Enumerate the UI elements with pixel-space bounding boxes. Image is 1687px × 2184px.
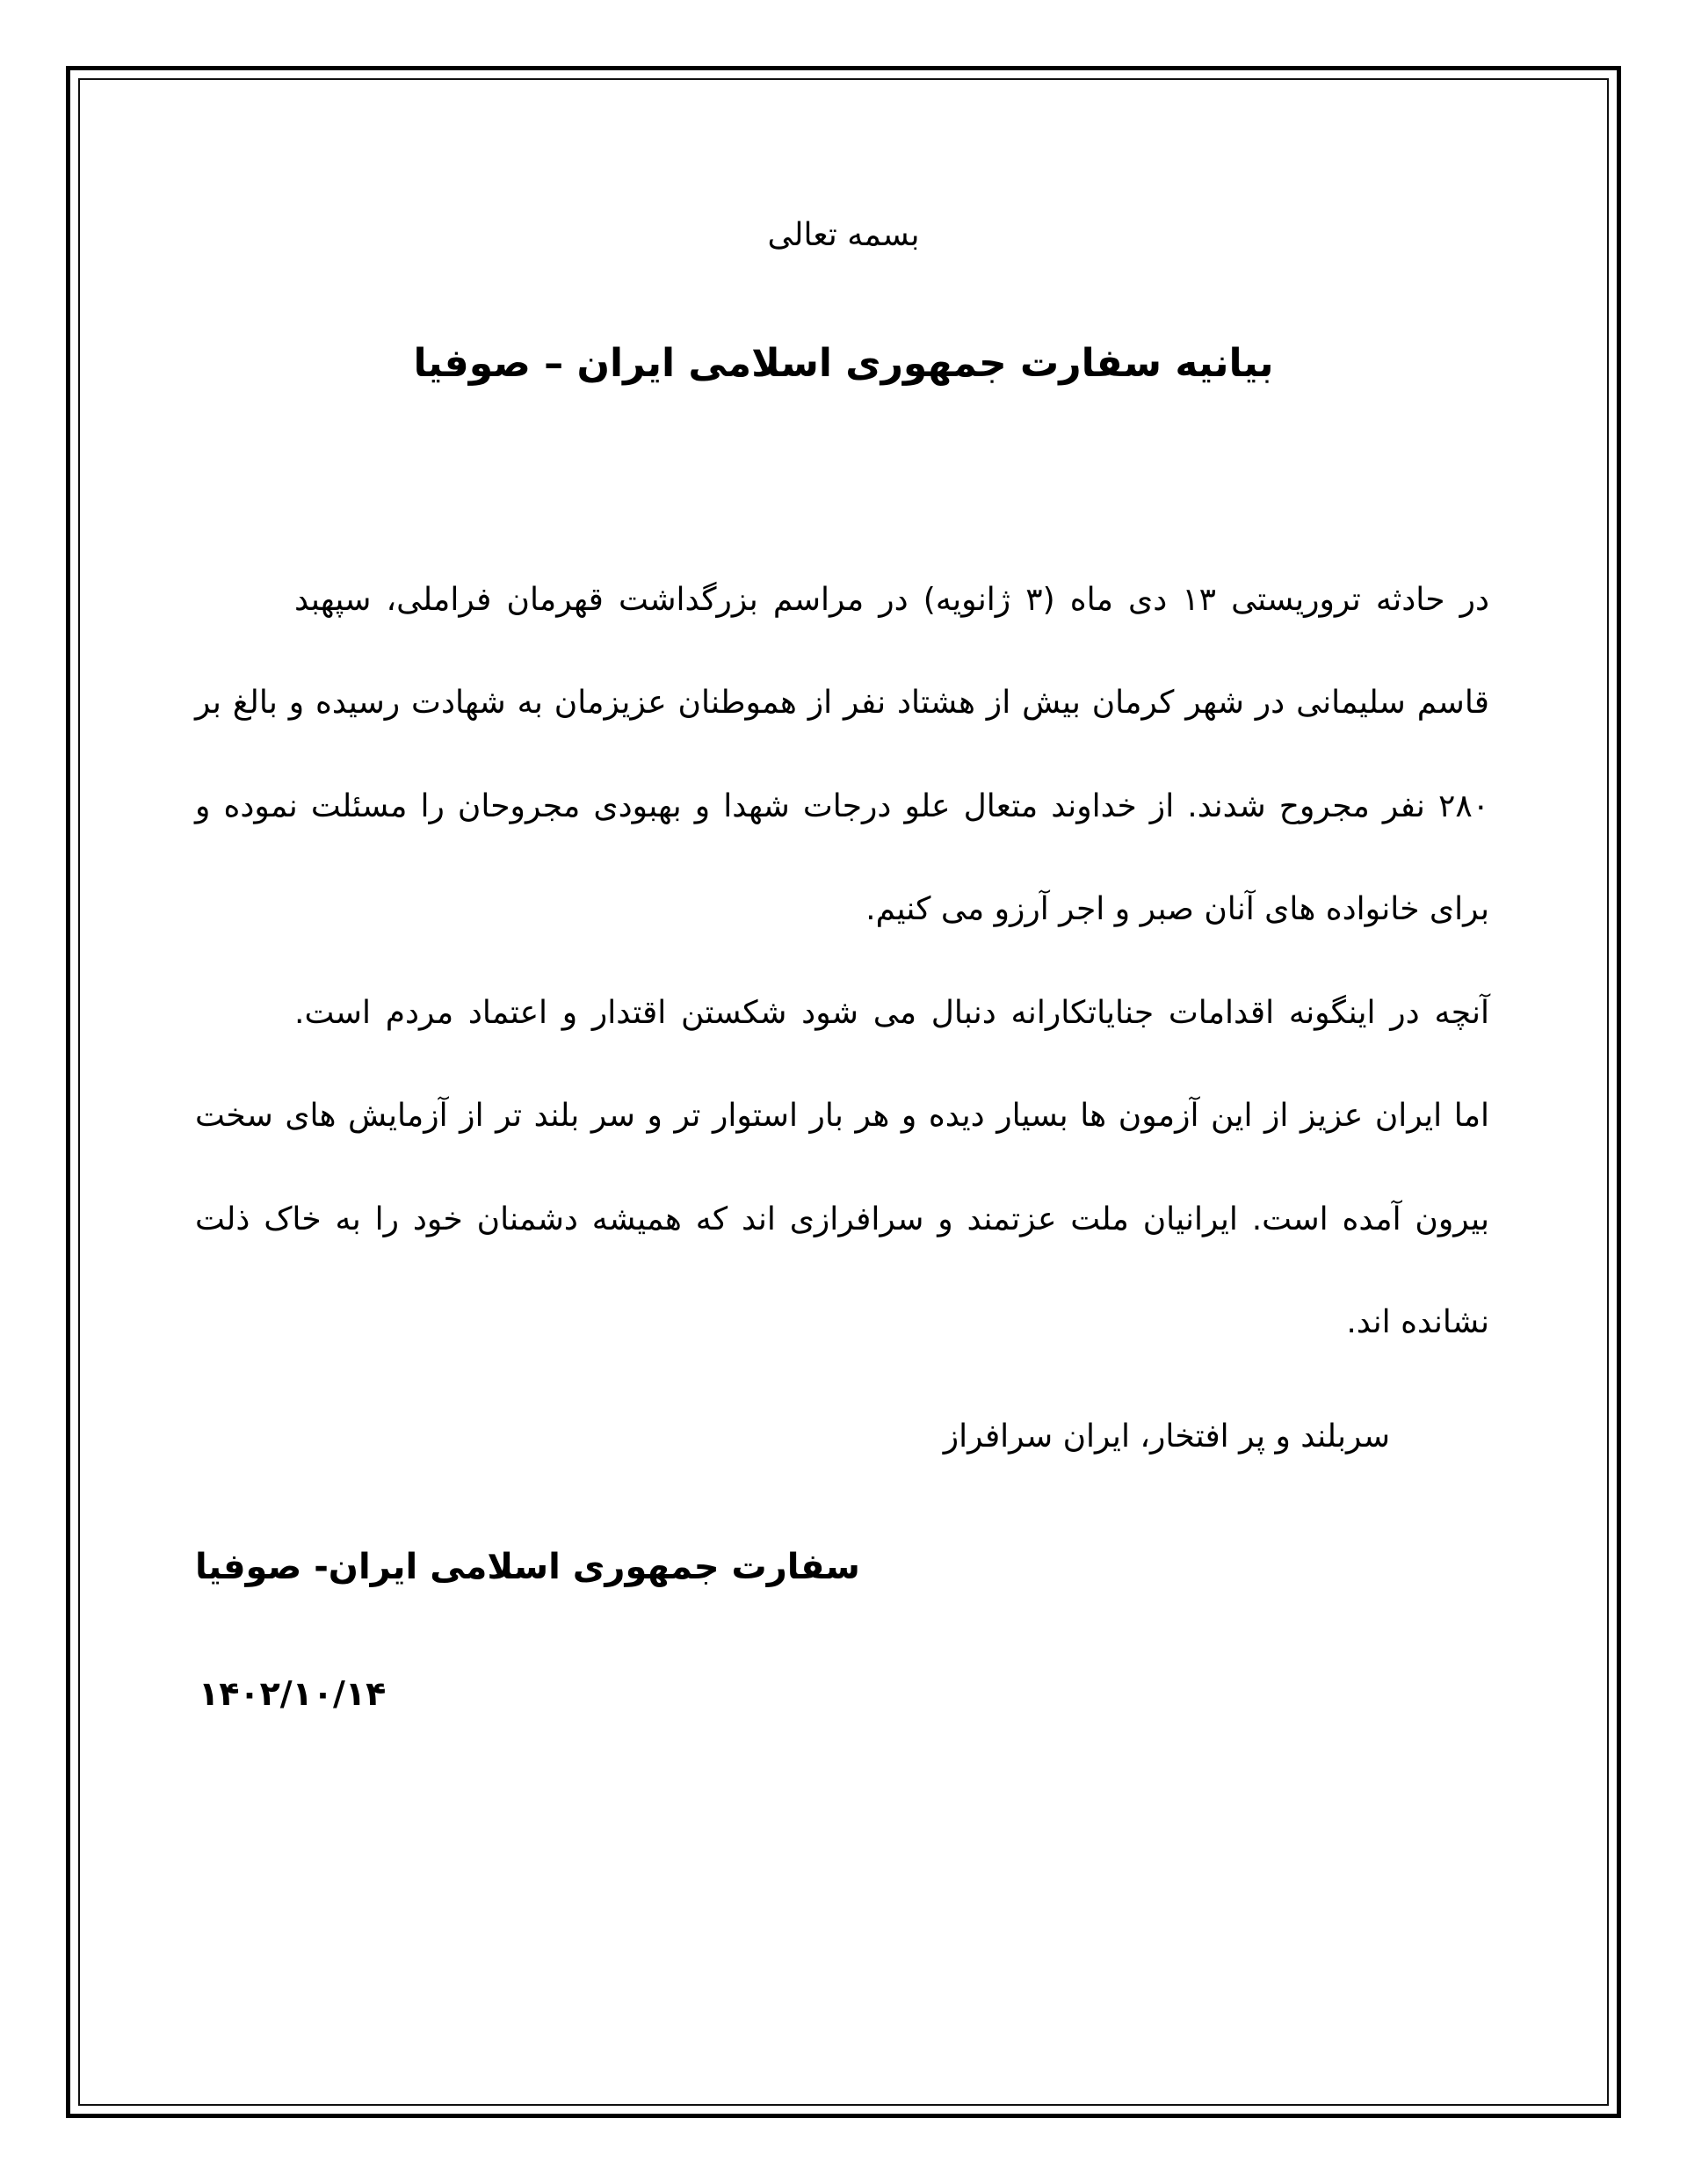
paragraph-1-line-4: برای خانواده های آنان صبر و اجر آرزو می کنیم. — [865, 891, 1489, 927]
paragraph-1-line-3: ۲۸۰ نفر مجروح شدند. از خداوند متعال علو درجات شهدا و بهبودی مجروحان را مسئلت نموده و — [195, 788, 1489, 824]
statement-title: بیانیه سفارت جمهوری اسلامی ایران – صوفیا — [413, 341, 1274, 386]
paragraph-2-line-1: آنچه در اینگونه اقدامات جنایاتکارانه دنبال می شود شکستن اقتدار و اعتماد مردم است. — [294, 995, 1489, 1031]
paragraph-2-line-4: نشانده اند. — [1346, 1304, 1489, 1340]
statement-date: ۱۴۰۲/۱۰/۱۴ — [199, 1674, 387, 1713]
invocation-heading: بسمه تعالی — [767, 217, 920, 253]
paragraph-1-line-1: در حادثه تروریستی ۱۳ دی ماه (۳ ژانویه) در مراسم بزرگداشت قهرمان فراملی، سپهبد — [294, 582, 1489, 618]
closing-line: سربلند و پر افتخار، ایران سرافراز — [943, 1419, 1390, 1455]
paragraph-2-line-3: بیرون آمده است. ایرانیان ملت عزتمند و سرافرازی اند که همیشه دشمنان خود را به خاک ذلت — [195, 1201, 1489, 1237]
signature-embassy: سفارت جمهوری اسلامی ایران- صوفیا — [195, 1547, 860, 1587]
paragraph-2-line-2: اما ایران عزیز از این آزمون ها بسیار دیده و هر بار استوار تر و سر بلند تر از آزمایش های سخت — [195, 1098, 1489, 1134]
paragraph-1-line-2: قاسم سلیمانی در شهر کرمان بیش از هشتاد نفر از هموطنان عزیزمان به شهادت رسیده و بالغ بر — [195, 685, 1489, 721]
